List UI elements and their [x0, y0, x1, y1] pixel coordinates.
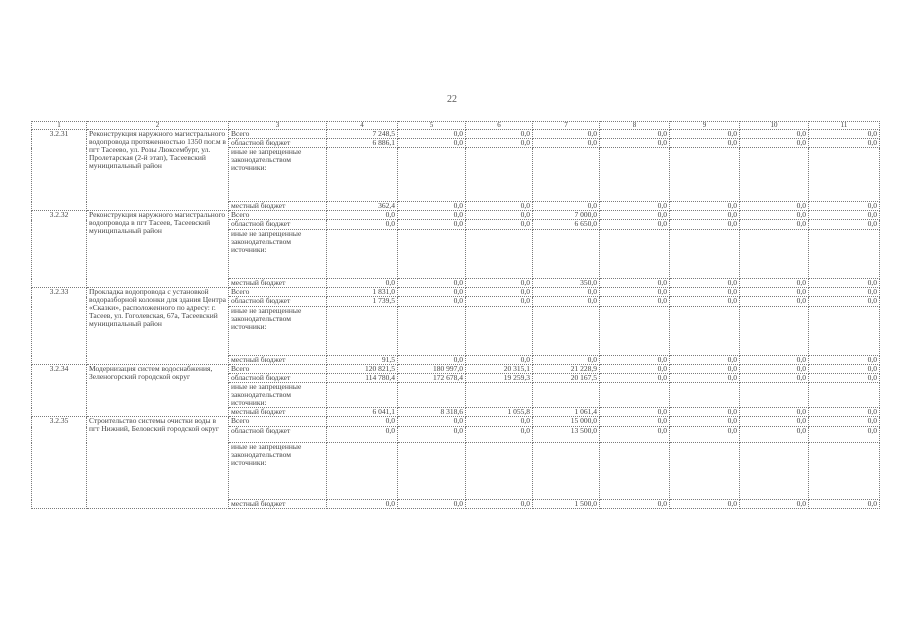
- amount-cell: 0,0: [327, 220, 398, 230]
- amount-cell: 6 650,0: [533, 220, 600, 230]
- amount-cell: 114 780,4: [327, 374, 398, 383]
- amount-cell: 0,0: [670, 279, 740, 288]
- table-row: [32, 417, 880, 427]
- amount-cell: 0,0: [533, 288, 600, 297]
- item-name: Реконструкция наружного магистрального водопровода в пгт Тасеев, Тасеевский муниципальный район: [87, 211, 229, 288]
- amount-cell: [740, 443, 809, 500]
- amount-cell: 0,0: [670, 220, 740, 230]
- amount-cell: 1 831,0: [327, 288, 398, 297]
- header-cell: 10: [740, 122, 809, 130]
- amount-cell: 0,0: [466, 220, 533, 230]
- amount-cell: [398, 230, 466, 279]
- funding-source-label: иные не запрещенные законодательством источники:: [229, 148, 327, 202]
- header-cell: 5: [398, 122, 466, 130]
- amount-cell: 19 259,3: [466, 374, 533, 383]
- amount-cell: 0,0: [809, 417, 880, 427]
- amount-cell: 8 318,6: [398, 408, 466, 417]
- amount-cell: 0,0: [398, 288, 466, 297]
- amount-cell: 0,0: [398, 130, 466, 139]
- amount-cell: 0,0: [398, 427, 466, 443]
- amount-cell: 0,0: [600, 279, 670, 288]
- amount-cell: 0,0: [670, 408, 740, 417]
- item-code: 3.2.34: [32, 365, 87, 417]
- amount-cell: [466, 307, 533, 356]
- amount-cell: 0,0: [809, 365, 880, 374]
- amount-cell: [600, 230, 670, 279]
- amount-cell: 0,0: [670, 297, 740, 307]
- amount-cell: 0,0: [533, 130, 600, 139]
- amount-cell: 0,0: [809, 297, 880, 307]
- funding-source-label: местный бюджет: [229, 408, 327, 417]
- amount-cell: 0,0: [327, 211, 398, 220]
- amount-cell: 0,0: [740, 297, 809, 307]
- amount-cell: 0,0: [466, 202, 533, 211]
- amount-cell: 15 000,0: [533, 417, 600, 427]
- amount-cell: 0,0: [740, 365, 809, 374]
- amount-cell: 0,0: [670, 417, 740, 427]
- amount-cell: 13 500,0: [533, 427, 600, 443]
- amount-cell: 0,0: [600, 417, 670, 427]
- amount-cell: [740, 230, 809, 279]
- amount-cell: 0,0: [533, 202, 600, 211]
- amount-cell: 0,0: [600, 365, 670, 374]
- funding-source-label: иные не запрещенные законодательством источники:: [229, 307, 327, 356]
- amount-cell: 0,0: [533, 297, 600, 307]
- funding-source-label: областной бюджет: [229, 427, 327, 443]
- item-name: Строительство системы очистки воды в пгт Нижний, Беловский городской округ: [87, 417, 229, 509]
- amount-cell: 7 000,0: [533, 211, 600, 220]
- amount-cell: 20 167,5: [533, 374, 600, 383]
- amount-cell: 0,0: [600, 500, 670, 509]
- amount-cell: 0,0: [398, 139, 466, 148]
- amount-cell: [533, 443, 600, 500]
- amount-cell: 0,0: [466, 356, 533, 365]
- amount-cell: 0,0: [398, 500, 466, 509]
- amount-cell: 0,0: [809, 500, 880, 509]
- amount-cell: [398, 148, 466, 202]
- amount-cell: 0,0: [398, 297, 466, 307]
- budget-table: [31, 121, 880, 509]
- item-name: Реконструкция наружного магистрального водопровода протяженностью 1350 пог.м в пгт Тасеево, ул. Розы Люксембург, ул. Пролетарская (2-й этап), Тасеевский муниципальный район: [87, 130, 229, 211]
- amount-cell: 0,0: [398, 279, 466, 288]
- amount-cell: [533, 383, 600, 408]
- amount-cell: 0,0: [740, 374, 809, 383]
- amount-cell: 0,0: [740, 500, 809, 509]
- amount-cell: 0,0: [466, 288, 533, 297]
- header-cell: 7: [533, 122, 600, 130]
- header-cell: 4: [327, 122, 398, 130]
- amount-cell: 0,0: [398, 356, 466, 365]
- amount-cell: 0,0: [670, 374, 740, 383]
- amount-cell: 0,0: [809, 279, 880, 288]
- amount-cell: 0,0: [327, 279, 398, 288]
- header-cell: 11: [809, 122, 880, 130]
- amount-cell: 0,0: [809, 288, 880, 297]
- amount-cell: 0,0: [740, 356, 809, 365]
- amount-cell: 0,0: [466, 139, 533, 148]
- amount-cell: 0,0: [740, 130, 809, 139]
- amount-cell: 0,0: [740, 288, 809, 297]
- amount-cell: [809, 148, 880, 202]
- funding-source-label: областной бюджет: [229, 220, 327, 230]
- amount-cell: 0,0: [600, 408, 670, 417]
- header-cell: 8: [600, 122, 670, 130]
- amount-cell: 0,0: [327, 417, 398, 427]
- funding-source-label: иные не запрещенные законодательством источники:: [229, 230, 327, 279]
- funding-source-label: Всего: [229, 211, 327, 220]
- item-name: Прокладка водопровода с установкой водоразборной колонки для здания Центра «Сказки», расположенного по адресу: г. Тасеев, ул. Гоголевская, 67а, Тасеевский муниципальный район: [87, 288, 229, 365]
- amount-cell: 91,5: [327, 356, 398, 365]
- funding-source-label: областной бюджет: [229, 297, 327, 307]
- amount-cell: 0,0: [740, 408, 809, 417]
- amount-cell: 350,0: [533, 279, 600, 288]
- header-cell: 2: [87, 122, 229, 130]
- amount-cell: [466, 148, 533, 202]
- amount-cell: 0,0: [809, 202, 880, 211]
- amount-cell: 0,0: [740, 139, 809, 148]
- amount-cell: 362,4: [327, 202, 398, 211]
- amount-cell: 0,0: [670, 288, 740, 297]
- amount-cell: [327, 443, 398, 500]
- amount-cell: [809, 383, 880, 408]
- amount-cell: [327, 383, 398, 408]
- amount-cell: 0,0: [466, 130, 533, 139]
- amount-cell: [327, 230, 398, 279]
- amount-cell: [670, 230, 740, 279]
- amount-cell: 0,0: [533, 356, 600, 365]
- table-row: [32, 288, 880, 297]
- amount-cell: 0,0: [600, 220, 670, 230]
- amount-cell: 0,0: [809, 220, 880, 230]
- amount-cell: [670, 307, 740, 356]
- amount-cell: 21 228,9: [533, 365, 600, 374]
- amount-cell: 0,0: [398, 211, 466, 220]
- amount-cell: 0,0: [533, 139, 600, 148]
- amount-cell: 0,0: [466, 500, 533, 509]
- amount-cell: [533, 230, 600, 279]
- amount-cell: 0,0: [809, 408, 880, 417]
- amount-cell: 0,0: [670, 130, 740, 139]
- amount-cell: [740, 148, 809, 202]
- item-code: 3.2.31: [32, 130, 87, 211]
- amount-cell: 0,0: [600, 288, 670, 297]
- amount-cell: 0,0: [600, 211, 670, 220]
- item-code: 3.2.35: [32, 417, 87, 509]
- amount-cell: 0,0: [670, 211, 740, 220]
- funding-source-label: Всего: [229, 365, 327, 374]
- amount-cell: [600, 307, 670, 356]
- amount-cell: 0,0: [600, 130, 670, 139]
- amount-cell: 0,0: [809, 427, 880, 443]
- amount-cell: 120 821,5: [327, 365, 398, 374]
- amount-cell: 1 055,8: [466, 408, 533, 417]
- amount-cell: 20 315,1: [466, 365, 533, 374]
- amount-cell: 0,0: [670, 427, 740, 443]
- header-cell: 3: [229, 122, 327, 130]
- amount-cell: 0,0: [809, 374, 880, 383]
- amount-cell: [809, 443, 880, 500]
- amount-cell: 6 041,1: [327, 408, 398, 417]
- amount-cell: [398, 307, 466, 356]
- funding-source-label: Всего: [229, 417, 327, 427]
- amount-cell: 0,0: [398, 220, 466, 230]
- amount-cell: 0,0: [600, 374, 670, 383]
- amount-cell: [398, 383, 466, 408]
- funding-source-label: областной бюджет: [229, 139, 327, 148]
- amount-cell: [809, 230, 880, 279]
- item-code: 3.2.32: [32, 211, 87, 288]
- funding-source-label: иные не запрещенные законодательством источники:: [229, 443, 327, 500]
- amount-cell: [740, 307, 809, 356]
- header-cell: 9: [670, 122, 740, 130]
- amount-cell: [670, 443, 740, 500]
- amount-cell: [398, 443, 466, 500]
- amount-cell: [740, 383, 809, 408]
- amount-cell: 180 997,0: [398, 365, 466, 374]
- amount-cell: 0,0: [670, 356, 740, 365]
- amount-cell: 0,0: [809, 139, 880, 148]
- amount-cell: 172 678,4: [398, 374, 466, 383]
- table-row: [32, 130, 880, 139]
- funding-source-label: местный бюджет: [229, 279, 327, 288]
- page-number: 22: [447, 94, 457, 105]
- amount-cell: [327, 148, 398, 202]
- header-cell: 6: [466, 122, 533, 130]
- amount-cell: [600, 148, 670, 202]
- amount-cell: 6 886,1: [327, 139, 398, 148]
- amount-cell: 1 500,0: [533, 500, 600, 509]
- table-row: [32, 365, 880, 374]
- amount-cell: 0,0: [466, 427, 533, 443]
- amount-cell: [466, 383, 533, 408]
- amount-cell: [327, 307, 398, 356]
- amount-cell: 0,0: [740, 279, 809, 288]
- funding-source-label: иные не запрещенные законодательством источники:: [229, 383, 327, 408]
- amount-cell: 0,0: [670, 139, 740, 148]
- funding-source-label: местный бюджет: [229, 202, 327, 211]
- amount-cell: 0,0: [600, 356, 670, 365]
- amount-cell: 0,0: [600, 297, 670, 307]
- amount-cell: 0,0: [670, 500, 740, 509]
- header-cell: 1: [32, 122, 87, 130]
- amount-cell: 0,0: [809, 356, 880, 365]
- amount-cell: 0,0: [809, 130, 880, 139]
- amount-cell: 0,0: [466, 211, 533, 220]
- amount-cell: [809, 307, 880, 356]
- amount-cell: 0,0: [740, 211, 809, 220]
- amount-cell: [466, 443, 533, 500]
- item-code: 3.2.33: [32, 288, 87, 365]
- amount-cell: 0,0: [466, 279, 533, 288]
- amount-cell: 1 739,5: [327, 297, 398, 307]
- funding-source-label: местный бюджет: [229, 500, 327, 509]
- table-row: [32, 211, 880, 220]
- amount-cell: 0,0: [670, 202, 740, 211]
- amount-cell: 0,0: [809, 211, 880, 220]
- amount-cell: 1 061,4: [533, 408, 600, 417]
- amount-cell: [670, 148, 740, 202]
- amount-cell: 7 248,5: [327, 130, 398, 139]
- amount-cell: 0,0: [398, 202, 466, 211]
- amount-cell: 0,0: [740, 220, 809, 230]
- amount-cell: 0,0: [600, 139, 670, 148]
- funding-source-label: областной бюджет: [229, 374, 327, 383]
- funding-source-label: Всего: [229, 288, 327, 297]
- amount-cell: [600, 443, 670, 500]
- amount-cell: 0,0: [740, 427, 809, 443]
- amount-cell: [466, 230, 533, 279]
- amount-cell: 0,0: [600, 427, 670, 443]
- funding-source-label: местный бюджет: [229, 356, 327, 365]
- amount-cell: [533, 307, 600, 356]
- amount-cell: 0,0: [740, 202, 809, 211]
- amount-cell: [670, 383, 740, 408]
- funding-source-label: Всего: [229, 130, 327, 139]
- amount-cell: 0,0: [600, 202, 670, 211]
- amount-cell: [533, 148, 600, 202]
- amount-cell: 0,0: [466, 297, 533, 307]
- amount-cell: 0,0: [327, 427, 398, 443]
- amount-cell: [600, 383, 670, 408]
- amount-cell: 0,0: [740, 417, 809, 427]
- amount-cell: 0,0: [466, 417, 533, 427]
- header-row: [32, 122, 880, 130]
- item-name: Модернизация систем водоснабжения, Зеленогорский городской округ: [87, 365, 229, 417]
- amount-cell: 0,0: [670, 365, 740, 374]
- amount-cell: 0,0: [327, 500, 398, 509]
- amount-cell: 0,0: [398, 417, 466, 427]
